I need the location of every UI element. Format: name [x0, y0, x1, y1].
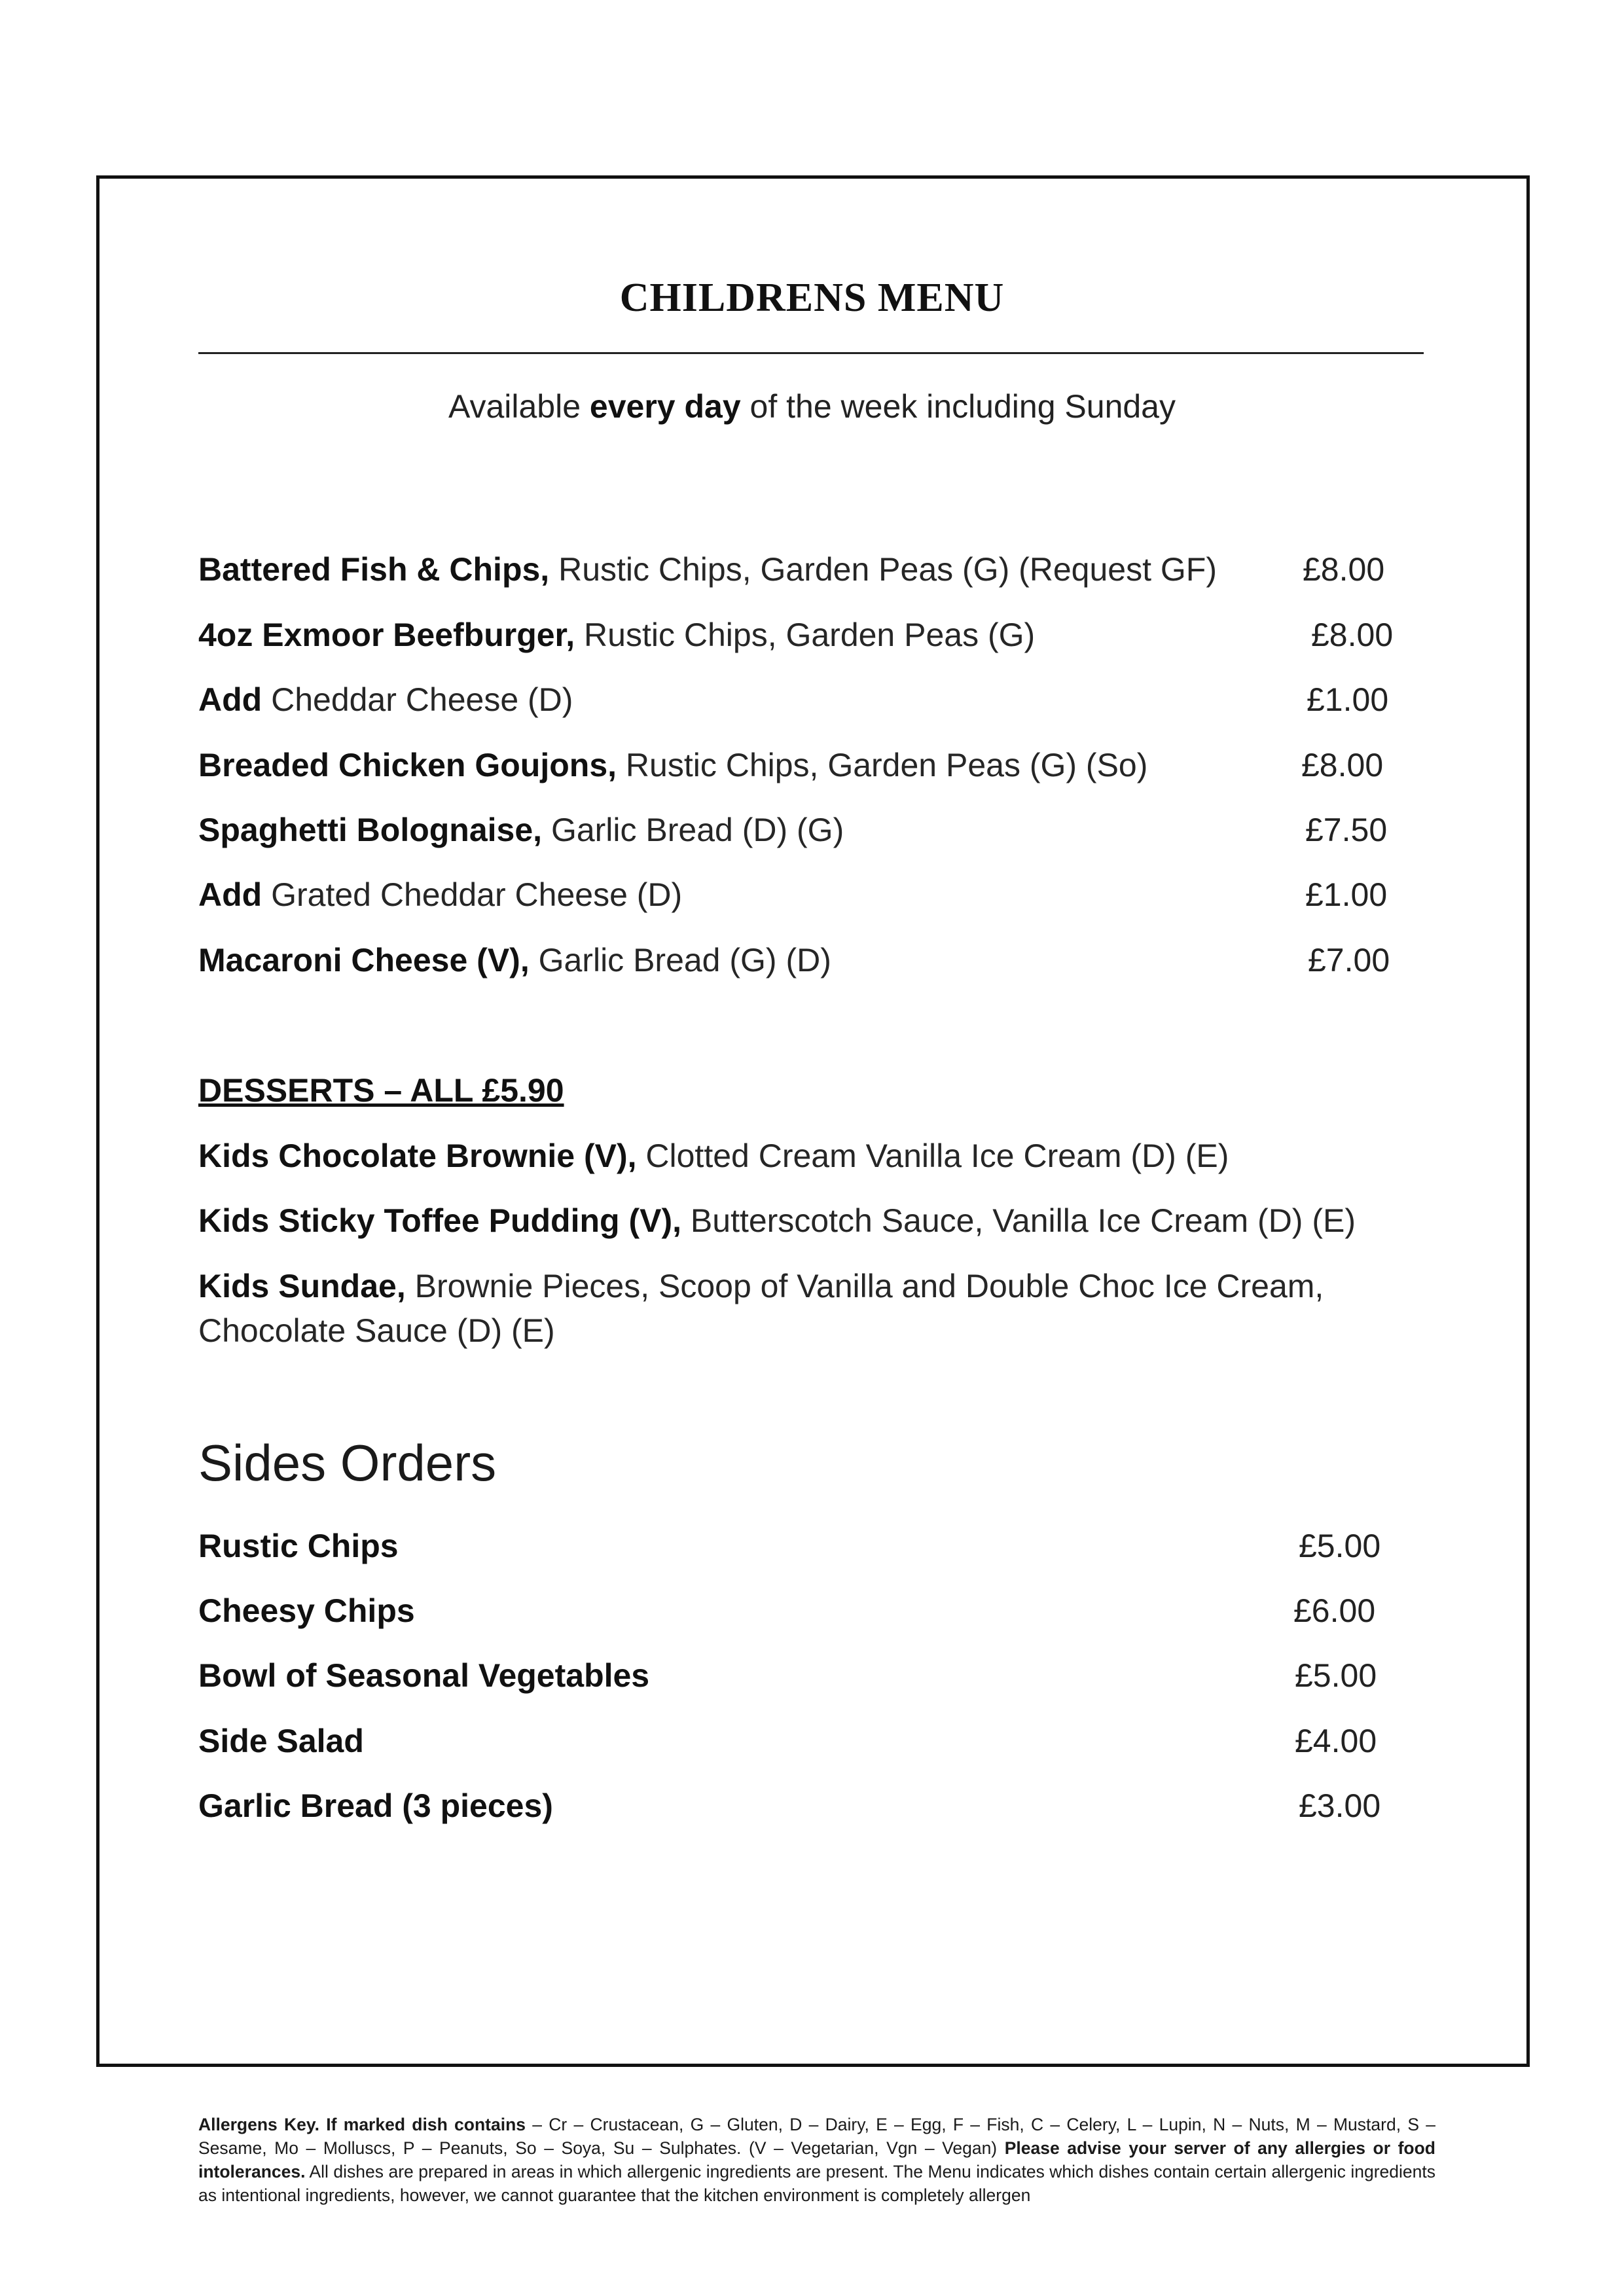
menu-item-description: Garlic Bread (G) (D)	[529, 942, 831, 978]
allergens-key	[198, 2113, 1435, 2207]
side-item-name: Cheesy Chips	[198, 1592, 415, 1629]
sides-heading: Sides Orders	[198, 1434, 497, 1492]
menu-item-price: £8.00	[1303, 551, 1385, 588]
availability-note	[0, 387, 1624, 425]
menu-item-price: £1.00	[1307, 681, 1389, 718]
menu-item-description: Cheddar Cheese (D)	[262, 681, 573, 718]
availability-emphasis: every day	[589, 388, 741, 425]
menu-item	[198, 742, 1147, 788]
menu-item	[198, 807, 844, 853]
side-item	[198, 1718, 364, 1764]
side-item-name: Bowl of Seasonal Vegetables	[198, 1657, 650, 1694]
dessert-item-description: Brownie Pieces, Scoop of Vanilla and Double Choc Ice Cream, Chocolate Sauce (D) (E)	[198, 1268, 1324, 1349]
menu-item-name: Add	[198, 876, 262, 913]
dessert-item-name: Kids Sundae,	[198, 1268, 406, 1304]
menu-item-price: £7.00	[1308, 942, 1390, 978]
allergens-key-lead: Allergens Key. If marked dish contains	[198, 2115, 526, 2134]
menu-item	[198, 872, 682, 918]
side-item-price: £6.00	[1293, 1592, 1376, 1629]
menu-item	[198, 547, 1217, 592]
menu-item-description: Rustic Chips, Garden Peas (G)	[575, 617, 1036, 653]
menu-item-name: Add	[198, 681, 262, 718]
menu-item	[198, 937, 831, 983]
menu-item-description: Rustic Chips, Garden Peas (G) (Request GF)	[549, 551, 1217, 588]
side-item	[198, 1523, 399, 1569]
side-item	[198, 1588, 415, 1634]
side-item	[198, 1653, 649, 1698]
menu-item-price: £8.00	[1311, 617, 1394, 653]
dessert-item-description: Clotted Cream Vanilla Ice Cream (D) (E)	[636, 1138, 1229, 1174]
side-item-name: Garlic Bread (3 pieces)	[198, 1787, 553, 1824]
dessert-item	[198, 1264, 1442, 1353]
dessert-item	[198, 1198, 1356, 1244]
dessert-item-name: Kids Chocolate Brownie (V),	[198, 1138, 637, 1174]
menu-item-name: Macaroni Cheese (V),	[198, 942, 530, 978]
menu-item-price: £8.00	[1301, 747, 1384, 783]
title-divider	[198, 352, 1424, 354]
allergens-advice: Please advise your server of any allergies or food intolerances.	[198, 2138, 1435, 2181]
availability-prefix: Available	[448, 388, 590, 425]
allergens-key-list: – Cr – Crustacean, G – Gluten, D – Dairy, E – Egg, F – Fish, C – Celery, L – Lupin, N – Nuts, M – Mustard, S – Sesame, Mo – Molluscs, P – Peanuts, So – Soya, Su – Sulphates. (V – Vegetarian, Vgn – Vegan)	[198, 2115, 1435, 2158]
dessert-item	[198, 1133, 1229, 1179]
menu-item-description: Grated Cheddar Cheese (D)	[262, 876, 683, 913]
side-item-price: £3.00	[1299, 1787, 1381, 1824]
menu-item-price: £1.00	[1305, 876, 1388, 913]
menu-item-name: Battered Fish & Chips,	[198, 551, 550, 588]
page-title: CHILDRENS MENU	[619, 276, 1005, 320]
availability-suffix: of the week including Sunday	[740, 388, 1176, 425]
side-item-name: Rustic Chips	[198, 1528, 399, 1564]
side-item-price: £5.00	[1299, 1528, 1381, 1564]
menu-item-description: Garlic Bread (D) (G)	[542, 812, 844, 848]
side-item	[198, 1783, 553, 1829]
menu-item-description: Rustic Chips, Garden Peas (G) (So)	[617, 747, 1148, 783]
menu-item	[198, 677, 573, 723]
dessert-item-description: Butterscotch Sauce, Vanilla Ice Cream (D) (E)	[681, 1202, 1356, 1239]
desserts-heading: DESSERTS – ALL £5.90	[198, 1072, 564, 1109]
menu-item-name: Spaghetti Bolognaise,	[198, 812, 543, 848]
menu-item-price: £7.50	[1305, 812, 1388, 848]
dessert-item-name: Kids Sticky Toffee Pudding (V),	[198, 1202, 682, 1239]
side-item-price: £5.00	[1295, 1657, 1377, 1694]
menu-item-name: 4oz Exmoor Beefburger,	[198, 617, 575, 653]
side-item-name: Side Salad	[198, 1723, 364, 1759]
menu-item-name: Breaded Chicken Goujons,	[198, 747, 617, 783]
menu-item	[198, 612, 1035, 658]
allergens-disclaimer: All dishes are prepared in areas in which allergenic ingredients are present. The Menu indicates which dishes contain certain allergenic ingredients as intentional ingredients, however, we cannot guarantee that the kitchen environment is completely allergen	[198, 2162, 1435, 2205]
side-item-price: £4.00	[1295, 1723, 1377, 1759]
